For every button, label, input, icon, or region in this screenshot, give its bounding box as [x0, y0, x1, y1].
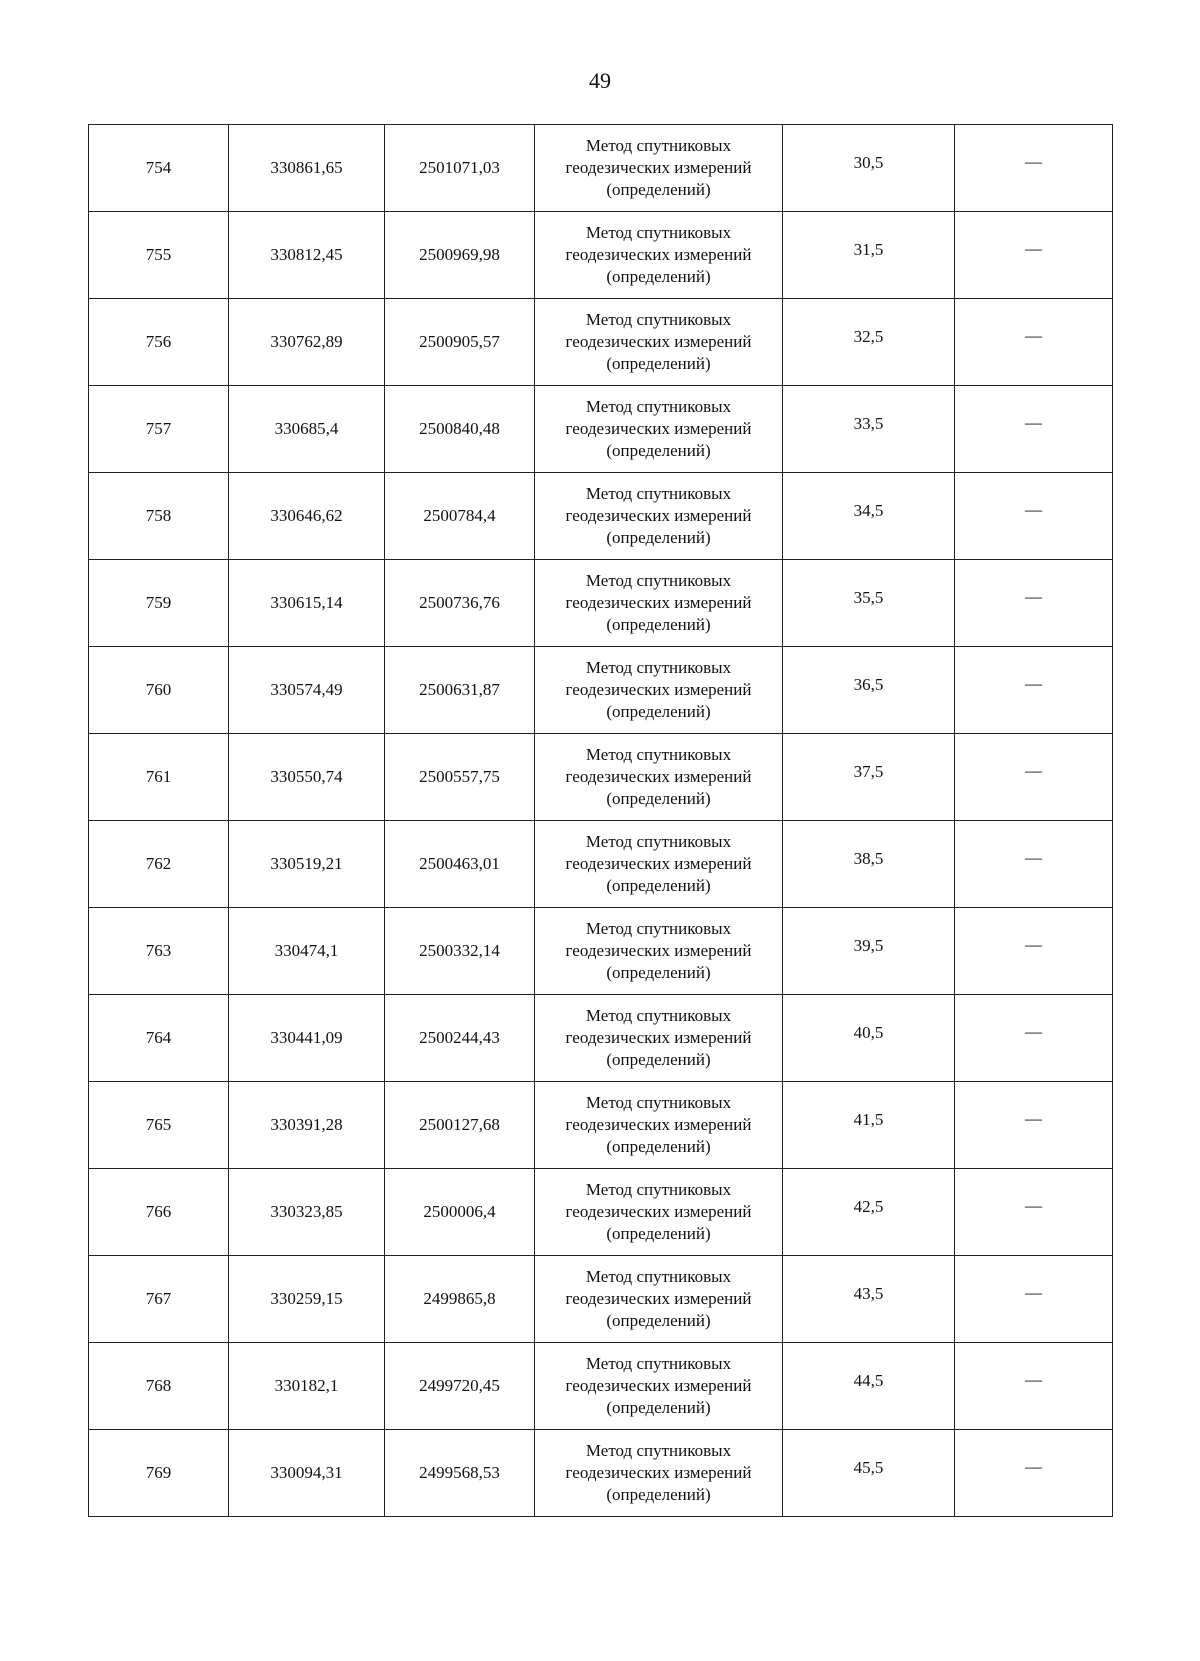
y-coordinate-cell: [385, 908, 535, 995]
accuracy-cell-text: 44,5: [853, 1370, 884, 1390]
y-coordinate-cell: [385, 647, 535, 734]
x-coordinate-cell: [229, 908, 385, 995]
accuracy-cell-text: 35,5: [853, 587, 884, 607]
method-cell-text: Метод спутниковых геодезических измерений (определений): [565, 396, 752, 461]
point-number-cell-text: 765: [145, 1114, 172, 1134]
y-coordinate-cell-text: 2500969,98: [419, 244, 500, 264]
x-coordinate-cell: [229, 821, 385, 908]
point-number-cell-text: 759: [145, 592, 172, 612]
method-cell: [535, 995, 783, 1082]
description-cell-text: —: [1025, 847, 1042, 867]
description-cell-text: —: [1025, 673, 1042, 693]
method-cell-text: Метод спутниковых геодезических измерений (определений): [565, 1179, 752, 1244]
y-coordinate-cell-text: 2499865,8: [423, 1288, 496, 1308]
x-coordinate-cell-text: 330182,1: [274, 1375, 339, 1395]
x-coordinate-cell: [229, 125, 385, 212]
accuracy-cell-text: 41,5: [853, 1109, 884, 1129]
x-coordinate-cell-text: 330574,49: [270, 679, 343, 699]
x-coordinate-cell-text: 330323,85: [270, 1201, 343, 1221]
x-coordinate-cell-text: 330391,28: [270, 1114, 343, 1134]
description-cell-text: —: [1025, 151, 1042, 171]
y-coordinate-cell: [385, 734, 535, 821]
y-coordinate-cell-text: 2500557,75: [419, 766, 500, 786]
x-coordinate-cell: [229, 473, 385, 560]
table-row: [89, 1343, 1113, 1430]
description-cell: [955, 125, 1113, 212]
accuracy-cell-text: 36,5: [853, 674, 884, 694]
accuracy-cell: [783, 1430, 955, 1517]
description-cell: [955, 821, 1113, 908]
x-coordinate-cell: [229, 299, 385, 386]
method-cell: [535, 1430, 783, 1517]
x-coordinate-cell-text: 330259,15: [270, 1288, 343, 1308]
y-coordinate-cell: [385, 821, 535, 908]
y-coordinate-cell-text: 2500463,01: [419, 853, 500, 873]
point-number-cell-text: 764: [145, 1027, 172, 1047]
point-number-cell: [89, 1082, 229, 1169]
description-cell: [955, 1256, 1113, 1343]
point-number-cell-text: 761: [145, 766, 172, 786]
method-cell-text: Метод спутниковых геодезических измерений (определений): [565, 1266, 752, 1331]
page-number: 49: [589, 68, 611, 93]
y-coordinate-cell: [385, 386, 535, 473]
point-number-cell: [89, 212, 229, 299]
method-cell: [535, 560, 783, 647]
accuracy-cell: [783, 386, 955, 473]
y-coordinate-cell-text: 2500006,4: [423, 1201, 496, 1221]
accuracy-cell: [783, 1169, 955, 1256]
point-number-cell: [89, 821, 229, 908]
description-cell-text: —: [1025, 760, 1042, 780]
table-row: [89, 386, 1113, 473]
x-coordinate-cell-text: 330441,09: [270, 1027, 343, 1047]
accuracy-cell-text: 33,5: [853, 413, 884, 433]
accuracy-cell: [783, 560, 955, 647]
x-coordinate-cell-text: 330550,74: [270, 766, 343, 786]
y-coordinate-cell-text: 2499568,53: [419, 1462, 500, 1482]
y-coordinate-cell-text: 2501071,03: [419, 157, 500, 177]
method-cell: [535, 1256, 783, 1343]
description-cell-text: —: [1025, 1282, 1042, 1302]
method-cell-text: Метод спутниковых геодезических измерений (определений): [565, 1440, 752, 1505]
description-cell: [955, 212, 1113, 299]
accuracy-cell-text: 32,5: [853, 326, 884, 346]
y-coordinate-cell: [385, 299, 535, 386]
method-cell: [535, 212, 783, 299]
y-coordinate-cell-text: 2500784,4: [423, 505, 496, 525]
y-coordinate-cell: [385, 995, 535, 1082]
x-coordinate-cell-text: 330094,31: [270, 1462, 343, 1482]
x-coordinate-cell-text: 330615,14: [270, 592, 343, 612]
method-cell: [535, 1082, 783, 1169]
point-number-cell-text: 754: [145, 157, 172, 177]
point-number-cell: [89, 1169, 229, 1256]
x-coordinate-cell-text: 330646,62: [270, 505, 343, 525]
description-cell: [955, 1430, 1113, 1517]
description-cell-text: —: [1025, 1369, 1042, 1389]
table-row: [89, 908, 1113, 995]
description-cell-text: —: [1025, 325, 1042, 345]
x-coordinate-cell: [229, 1169, 385, 1256]
method-cell-text: Метод спутниковых геодезических измерений (определений): [565, 918, 752, 983]
method-cell-text: Метод спутниковых геодезических измерений (определений): [565, 1005, 752, 1070]
accuracy-cell-text: 39,5: [853, 935, 884, 955]
point-number-cell: [89, 1256, 229, 1343]
x-coordinate-cell: [229, 995, 385, 1082]
point-number-cell-text: 756: [145, 331, 172, 351]
x-coordinate-cell: [229, 1256, 385, 1343]
accuracy-cell: [783, 821, 955, 908]
accuracy-cell: [783, 299, 955, 386]
point-number-cell: [89, 995, 229, 1082]
x-coordinate-cell: [229, 386, 385, 473]
point-number-cell: [89, 647, 229, 734]
table-row: [89, 473, 1113, 560]
table-row: [89, 1082, 1113, 1169]
accuracy-cell: [783, 995, 955, 1082]
table-row: [89, 734, 1113, 821]
table-row: [89, 1256, 1113, 1343]
method-cell: [535, 473, 783, 560]
description-cell: [955, 908, 1113, 995]
x-coordinate-cell: [229, 560, 385, 647]
y-coordinate-cell-text: 2500905,57: [419, 331, 500, 351]
method-cell-text: Метод спутниковых геодезических измерений (определений): [565, 657, 752, 722]
x-coordinate-cell-text: 330762,89: [270, 331, 343, 351]
x-coordinate-cell-text: 330861,65: [270, 157, 343, 177]
accuracy-cell: [783, 1256, 955, 1343]
description-cell-text: —: [1025, 1195, 1042, 1215]
x-coordinate-cell: [229, 734, 385, 821]
accuracy-cell: [783, 1343, 955, 1430]
point-number-cell: [89, 1343, 229, 1430]
accuracy-cell-text: 30,5: [853, 152, 884, 172]
x-coordinate-cell-text: 330519,21: [270, 853, 343, 873]
point-number-cell: [89, 125, 229, 212]
point-number-cell-text: 768: [145, 1375, 172, 1395]
method-cell: [535, 1343, 783, 1430]
method-cell-text: Метод спутниковых геодезических измерений (определений): [565, 1353, 752, 1418]
accuracy-cell: [783, 1082, 955, 1169]
y-coordinate-cell: [385, 212, 535, 299]
accuracy-cell: [783, 125, 955, 212]
description-cell-text: —: [1025, 499, 1042, 519]
description-cell: [955, 1082, 1113, 1169]
table-row: [89, 1430, 1113, 1517]
table-body: [89, 125, 1113, 1517]
y-coordinate-cell-text: 2499720,45: [419, 1375, 500, 1395]
point-number-cell-text: 767: [145, 1288, 172, 1308]
x-coordinate-cell: [229, 1082, 385, 1169]
description-cell-text: —: [1025, 934, 1042, 954]
method-cell: [535, 908, 783, 995]
method-cell-text: Метод спутниковых геодезических измерений (определений): [565, 222, 752, 287]
point-number-cell: [89, 734, 229, 821]
accuracy-cell-text: 38,5: [853, 848, 884, 868]
y-coordinate-cell: [385, 473, 535, 560]
x-coordinate-cell: [229, 1343, 385, 1430]
y-coordinate-cell-text: 2500127,68: [419, 1114, 500, 1134]
point-number-cell-text: 762: [145, 853, 172, 873]
table-row: [89, 821, 1113, 908]
y-coordinate-cell-text: 2500736,76: [419, 592, 500, 612]
description-cell: [955, 1169, 1113, 1256]
point-number-cell-text: 760: [145, 679, 172, 699]
description-cell: [955, 560, 1113, 647]
description-cell: [955, 995, 1113, 1082]
point-number-cell: [89, 560, 229, 647]
point-number-cell: [89, 473, 229, 560]
y-coordinate-cell: [385, 1430, 535, 1517]
point-number-cell: [89, 908, 229, 995]
point-number-cell-text: 766: [145, 1201, 172, 1221]
description-cell: [955, 734, 1113, 821]
x-coordinate-cell: [229, 647, 385, 734]
y-coordinate-cell-text: 2500840,48: [419, 418, 500, 438]
y-coordinate-cell-text: 2500631,87: [419, 679, 500, 699]
y-coordinate-cell: [385, 560, 535, 647]
method-cell: [535, 821, 783, 908]
description-cell-text: —: [1025, 238, 1042, 258]
method-cell-text: Метод спутниковых геодезических измерений (определений): [565, 135, 752, 200]
table-row: [89, 212, 1113, 299]
description-cell-text: —: [1025, 586, 1042, 606]
accuracy-cell-text: 40,5: [853, 1022, 884, 1042]
description-cell-text: —: [1025, 1021, 1042, 1041]
y-coordinate-cell: [385, 1256, 535, 1343]
table-row: [89, 1169, 1113, 1256]
accuracy-cell: [783, 647, 955, 734]
description-cell: [955, 299, 1113, 386]
method-cell: [535, 647, 783, 734]
point-number-cell-text: 763: [145, 940, 172, 960]
accuracy-cell-text: 34,5: [853, 500, 884, 520]
method-cell-text: Метод спутниковых геодезических измерений (определений): [565, 744, 752, 809]
point-number-cell-text: 769: [145, 1462, 172, 1482]
accuracy-cell: [783, 734, 955, 821]
point-number-cell-text: 758: [145, 505, 172, 525]
y-coordinate-cell: [385, 1082, 535, 1169]
description-cell: [955, 647, 1113, 734]
x-coordinate-cell-text: 330685,4: [274, 418, 339, 438]
point-number-cell-text: 755: [145, 244, 172, 264]
accuracy-cell-text: 45,5: [853, 1457, 884, 1477]
method-cell-text: Метод спутниковых геодезических измерений (определений): [565, 1092, 752, 1157]
x-coordinate-cell-text: 330812,45: [270, 244, 343, 264]
accuracy-cell-text: 31,5: [853, 239, 884, 259]
point-number-cell: [89, 1430, 229, 1517]
method-cell: [535, 299, 783, 386]
table-row: [89, 125, 1113, 212]
table-row: [89, 560, 1113, 647]
table-row: [89, 995, 1113, 1082]
y-coordinate-cell: [385, 1169, 535, 1256]
y-coordinate-cell-text: 2500332,14: [419, 940, 500, 960]
accuracy-cell: [783, 473, 955, 560]
description-cell-text: —: [1025, 1456, 1042, 1476]
y-coordinate-cell: [385, 125, 535, 212]
method-cell: [535, 386, 783, 473]
accuracy-cell-text: 43,5: [853, 1283, 884, 1303]
y-coordinate-cell-text: 2500244,43: [419, 1027, 500, 1047]
accuracy-cell: [783, 908, 955, 995]
description-cell-text: —: [1025, 1108, 1042, 1128]
method-cell: [535, 1169, 783, 1256]
method-cell-text: Метод спутниковых геодезических измерений (определений): [565, 831, 752, 896]
x-coordinate-cell-text: 330474,1: [274, 940, 339, 960]
description-cell: [955, 473, 1113, 560]
y-coordinate-cell: [385, 1343, 535, 1430]
description-cell-text: —: [1025, 412, 1042, 432]
accuracy-cell-text: 37,5: [853, 761, 884, 781]
method-cell-text: Метод спутниковых геодезических измерений (определений): [565, 570, 752, 635]
method-cell: [535, 125, 783, 212]
description-cell: [955, 1343, 1113, 1430]
table-row: [89, 647, 1113, 734]
method-cell: [535, 734, 783, 821]
accuracy-cell: [783, 212, 955, 299]
description-cell: [955, 386, 1113, 473]
point-number-cell: [89, 386, 229, 473]
table-row: [89, 299, 1113, 386]
point-number-cell-text: 757: [145, 418, 172, 438]
accuracy-cell-text: 42,5: [853, 1196, 884, 1216]
x-coordinate-cell: [229, 212, 385, 299]
x-coordinate-cell: [229, 1430, 385, 1517]
point-number-cell: [89, 299, 229, 386]
method-cell-text: Метод спутниковых геодезических измерений (определений): [565, 483, 752, 548]
method-cell-text: Метод спутниковых геодезических измерений (определений): [565, 309, 752, 374]
coordinates-table: [88, 124, 1113, 1517]
